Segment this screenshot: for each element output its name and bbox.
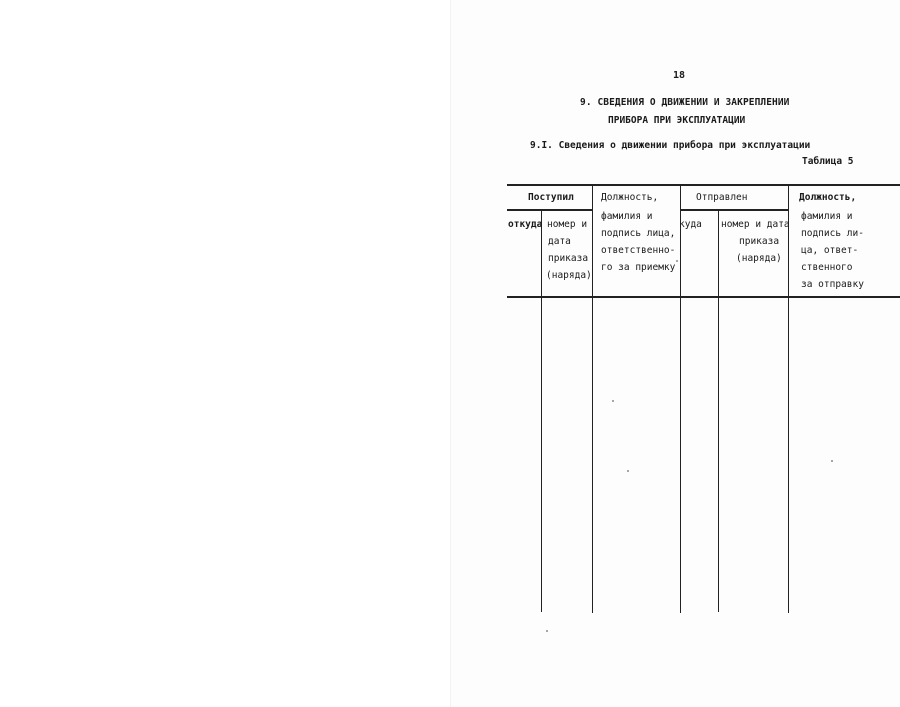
scan-speck [676,260,678,262]
received-order-line-3: приказа [548,253,589,264]
sent-group-underline [680,209,789,211]
sent-to-header: куда [679,219,702,230]
sent-order-line-1: номер и дата [721,219,790,230]
received-group-underline [507,209,593,211]
received-person-line-4: го за приемку [601,262,676,273]
scan-speck [546,630,548,632]
document-page [450,0,900,707]
sent-person-line-1: фамилия и [801,211,853,222]
column-divider-received-order [592,185,593,613]
sent-order-line-2: приказа [739,236,780,247]
section-title: 9. СВЕДЕНИЯ О ДВИЖЕНИИ И ЗАКРЕПЛЕНИИ [580,97,790,108]
table-header-bottom-border [507,296,900,298]
column-divider-sent-to [718,210,719,612]
sent-person-line-3: ца, ответ- [801,245,859,256]
received-person-header: Должность, [601,192,659,203]
received-order-line-2: дата [548,236,571,247]
table-top-border [507,184,900,186]
received-person-line-3: ответственно- [601,245,676,256]
received-order-line-1: номер и [547,219,588,230]
subsection-title: 9.I. Сведения о движении прибора при эксплуатации [530,140,811,151]
section-title-continued: ПРИБОРА ПРИ ЭКСПЛУАТАЦИИ [608,115,746,126]
column-divider-received-from [541,210,542,612]
page-number: 18 [673,70,686,81]
sent-person-line-4: ственного [801,262,853,273]
column-divider-received-person [680,185,681,613]
received-from-header: откуда [508,219,543,230]
received-group-header: Поступил [528,192,574,203]
sent-person-line-2: подпись ли- [801,228,864,239]
scan-speck [831,460,833,462]
scan-speck [627,470,629,472]
received-person-line-1: фамилия и [601,211,653,222]
received-order-line-4: (наряда) [546,270,592,281]
received-person-line-2: подпись лица, [601,228,676,239]
column-divider-sent-order [788,185,789,613]
sent-person-header: Должность, [799,192,857,203]
sent-order-line-3: (наряда) [736,253,782,264]
table-caption: Таблица 5 [802,156,854,167]
sent-person-line-5: за отправку [801,279,864,290]
sent-group-header: Отправлен [696,192,748,203]
scan-speck [612,400,614,402]
